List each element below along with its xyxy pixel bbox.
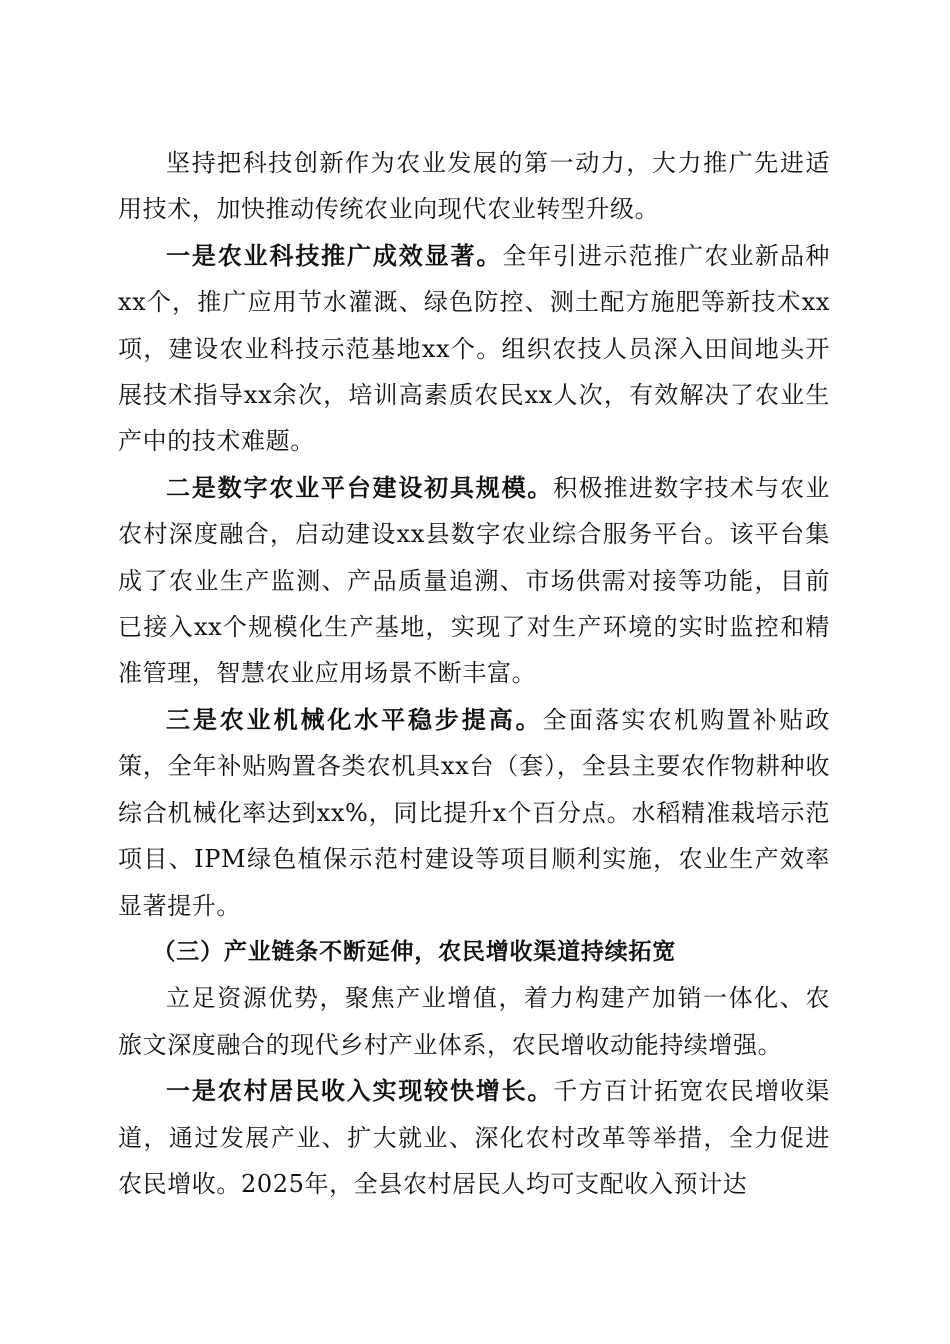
section-intro-paragraph: 立足资源优势，聚焦产业增值，着力构建产加销一体化、农旅文深度融合的现代乡村产业体系，农民增收动能持续增强。 — [118, 984, 830, 1059]
point-body: 千方百计拓宽农民增收渠道，通过发展产业、扩大就业、深化农村改革等举措，全力促进农民增收。2025年，全县农村居民人均可支配收入预计达 — [118, 1077, 830, 1198]
document-body — [118, 140, 830, 1207]
point-digital-agri-platform — [118, 465, 830, 697]
point-lead: 三是农业机械化水平稳步提高。 — [166, 705, 543, 734]
point-agri-mechanization — [118, 697, 830, 929]
point-body: 全年引进示范推广农业新品种xx个，推广应用节水灌溉、绿色防控、测土配方施肥等新技术xx项，建设农业科技示范基地xx个。组织农技人员深入田间地头开展技术指导xx余次，培训高素质农民xx人次，有效解决了农业生产中的技术难题。 — [118, 241, 830, 456]
point-body: 全面落实农机购置补贴政策，全年补贴购置各类农机具xx台（套），全县主要农作物耕种收综合机械化率达到xx%，同比提升x个百分点。水稻精准栽培示范项目、IPM绿色植保示范村建设等项目顺利实施，农业生产效率显著提升。 — [118, 705, 830, 920]
point-body: 积极推进数字技术与农业农村深度融合，启动建设xx县数字农业综合服务平台。该平台集成了农业生产监测、产品质量追溯、市场供需对接等功能，目前已接入xx个规模化生产基地，实现了对生产环境的实时监控和精准管理，智慧农业应用场景不断丰富。 — [118, 473, 830, 688]
point-rural-income-growth — [118, 1068, 830, 1207]
point-lead: 一是农业科技推广成效显著。 — [166, 241, 503, 270]
point-lead: 二是数字农业平台建设初具规模。 — [166, 473, 554, 502]
point-agri-tech-promotion — [118, 233, 830, 465]
point-lead: 一是农村居民收入实现较快增长。 — [166, 1077, 554, 1106]
section-heading: （三）产业链条不断延伸，农民增收渠道持续拓宽 — [152, 938, 677, 965]
intro-paragraph: 坚持把科技创新作为农业发展的第一动力，大力推广先进适用技术，加快推动传统农业向现代农业转型升级。 — [118, 149, 830, 224]
